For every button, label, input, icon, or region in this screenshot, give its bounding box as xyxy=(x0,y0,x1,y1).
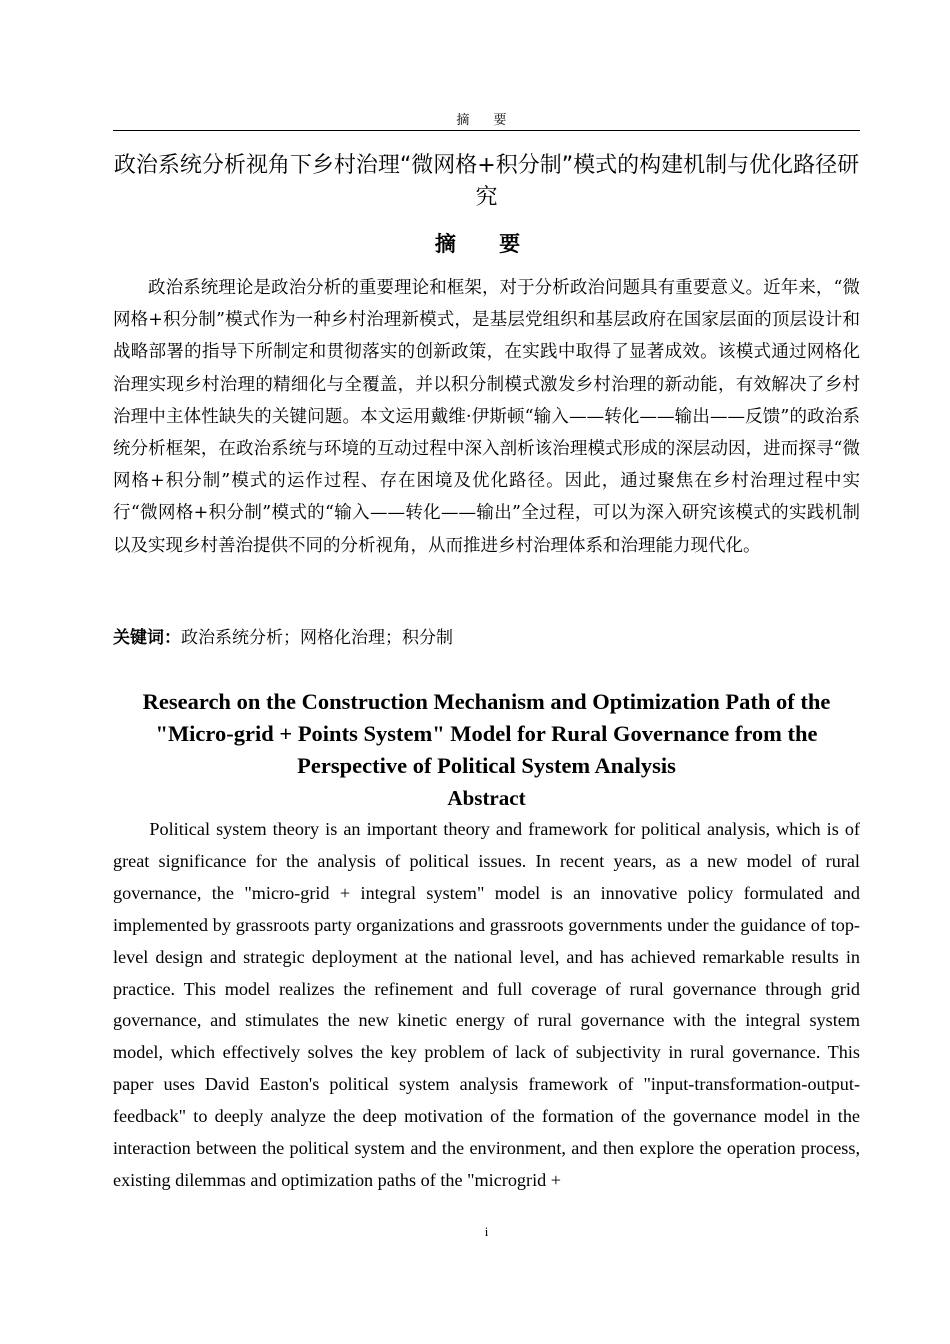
chinese-abstract-body: 政治系统理论是政治分析的重要理论和框架，对于分析政治问题具有重要意义。近年来，“微网格+积分制”模式作为一种乡村治理新模式，是基层党组织和基层政府在国家层面的顶层设计和战略部署的指导下所制定和贯彻落实的创新政策，在实践中取得了显著成效。该模式通过网格化治理实现乡村治理的精细化与全覆盖，并以积分制模式激发乡村治理的新动能，有效解决了乡村治理中主体性缺失的关键问题。本文运用戴维·伊斯顿“输入——转化——输出——反馈”的政治系统分析框架，在政治系统与环境的互动过程中深入剖析该治理模式形成的深层动因，进而探寻“微网格+积分制”模式的运作过程、存在困境及优化路径。因此，通过聚焦在乡村治理过程中实行“微网格+积分制”模式的“输入——转化——输出”全过程，可以为深入研究该模式的实践机制以及实现乡村善治提供不同的分析视角，从而推进乡村治理体系和治理能力现代化。 xyxy=(113,278,860,556)
english-title: Research on the Construction Mechanism and Optimization Path of the "Micro-grid + Points System" Model for Rural Governance from the Perspective of Political System Analysis xyxy=(142,689,831,778)
keywords-label: 关键词： xyxy=(113,628,181,648)
keywords-text: 政治系统分析；网格化治理；积分制 xyxy=(181,628,453,648)
header-rule xyxy=(113,130,860,131)
english-abstract-body: Political system theory is an important theory and framework for political analysis, which is of great significance for the analysis of political issues. In recent years, as a new model of rural governance, the "micro-grid + integral system" model is an innovative policy formulated and implemented by grassroots party organizations and grassroots governments under the guidance of top-level design and strategic deployment at the national level, and has achieved remarkable results in practice. This model realizes the refinement and full coverage of rural governance through grid governance, and stimulates the new kinetic energy of rural governance with the integral system model, which effectively solves the key problem of lack of subjectivity in rural governance. This paper uses David Easton's political system analysis framework of "input-transformation-output-feedback" to deeply analyze the deep motivation of the formation of the governance model in the interaction between the political system and the environment, and then explore the operation process, existing dilemmas and optimization paths of the "microgrid + xyxy=(113,819,860,1190)
running-header: 摘 要 xyxy=(456,113,517,128)
english-abstract-heading: Abstract xyxy=(447,786,526,810)
page-number: i xyxy=(484,1224,489,1239)
chinese-abstract-heading: 摘 要 xyxy=(434,232,539,256)
chinese-title: 政治系统分析视角下乡村治理“微网格+积分制”模式的构建机制与优化路径研究 xyxy=(113,153,860,210)
keywords-line xyxy=(113,624,860,652)
